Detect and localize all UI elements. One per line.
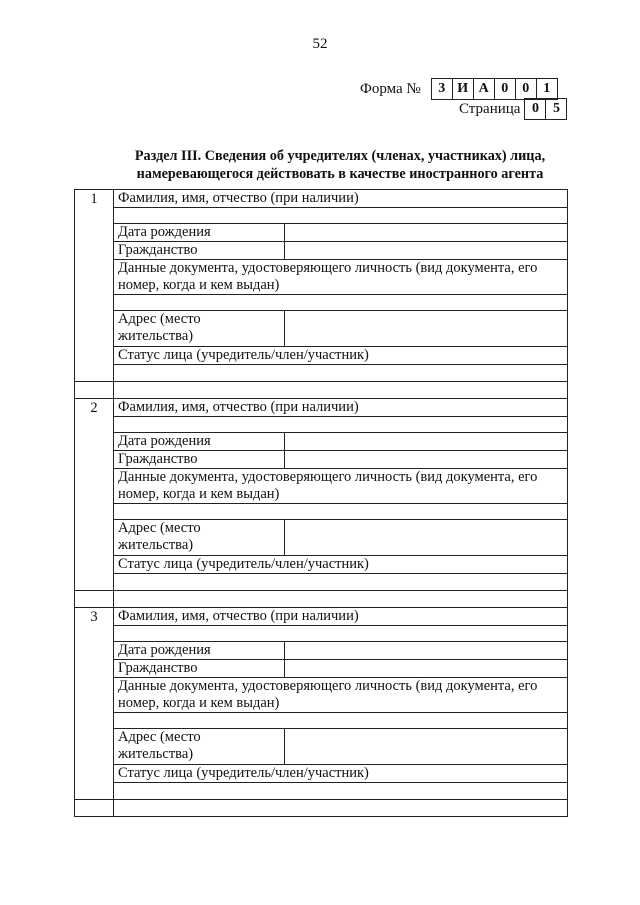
birth-date-field[interactable] [285,642,567,659]
section-title [60,147,620,183]
id-document-label [114,678,567,713]
citizenship-field[interactable] [285,242,567,259]
id-document-label [114,469,567,504]
spacer-number-cell [75,382,114,398]
section-title-line: Раздел III. Сведения об учредителях (членах, участниках) лица, [134,148,546,164]
id-document-label-line: Данные документа, удостоверяющего личность (вид документа, его [118,260,538,276]
address-label-line: жительства) [118,328,194,344]
founder-number: 1 [75,190,114,381]
name-label: Фамилия, имя, отчество (при наличии) [114,608,567,626]
sheet-number [459,98,567,120]
status-field[interactable] [114,783,567,799]
sheet-code-cell: 0 [524,98,546,120]
citizenship-label: Гражданство [114,242,285,259]
form-code-cell: 0 [515,78,537,100]
name-field[interactable] [114,208,567,224]
form-code-cell: 1 [536,78,558,100]
address-field[interactable] [285,729,567,764]
sheet-code-cell: 5 [545,98,567,120]
id-document-label-line: номер, когда и кем выдан) [118,486,280,502]
birth-date-label: Дата рождения [114,224,285,241]
spacer-row [114,800,567,816]
name-field[interactable] [114,626,567,642]
birth-date-label: Дата рождения [114,642,285,659]
birth-date-label: Дата рождения [114,433,285,450]
form-code-cell: А [473,78,495,100]
form-number-label: Форма № [360,80,421,97]
spacer-number-cell [75,800,114,816]
address-label-line: Адрес (место [118,311,201,327]
form-code-cell: И [452,78,474,100]
citizenship-field[interactable] [285,660,567,677]
id-document-label-line: Данные документа, удостоверяющего личность (вид документа, его [118,469,538,485]
citizenship-field[interactable] [285,451,567,468]
founder-number: 2 [75,399,114,590]
citizenship-label: Гражданство [114,660,285,677]
name-label: Фамилия, имя, отчество (при наличии) [114,399,567,417]
citizenship-label: Гражданство [114,451,285,468]
block-spacer [74,382,568,399]
id-document-label-line: номер, когда и кем выдан) [118,277,280,293]
address-field[interactable] [285,311,567,346]
id-document-field[interactable] [114,713,567,729]
page-number: 52 [312,36,328,52]
form-code-cell: 3 [431,78,453,100]
id-document-label-line: Данные документа, удостоверяющего личность (вид документа, его [118,678,538,694]
spacer-number-cell [75,591,114,607]
spacer-row [114,591,567,607]
id-document-label [114,260,567,295]
address-label-line: жительства) [118,746,194,762]
form-code-cell: 0 [494,78,516,100]
name-field[interactable] [114,417,567,433]
founders-table [74,189,568,817]
address-field[interactable] [285,520,567,555]
spacer-row [114,382,567,398]
founder-block [74,608,568,800]
id-document-label-line: номер, когда и кем выдан) [118,695,280,711]
name-label: Фамилия, имя, отчество (при наличии) [114,190,567,208]
birth-date-field[interactable] [285,224,567,241]
status-field[interactable] [114,574,567,590]
founder-number: 3 [75,608,114,799]
status-label: Статус лица (учредитель/член/участник) [114,765,567,783]
address-label-line: Адрес (место [118,520,201,536]
id-document-field[interactable] [114,295,567,311]
address-label [114,520,285,555]
address-label-line: Адрес (место [118,729,201,745]
status-label: Статус лица (учредитель/член/участник) [114,347,567,365]
sheet-label: Страница [459,100,521,117]
founder-block [74,189,568,382]
address-label [114,311,285,346]
address-label-line: жительства) [118,537,194,553]
birth-date-field[interactable] [285,433,567,450]
founder-block [74,399,568,591]
form-number [360,78,558,100]
address-label [114,729,285,764]
section-title-line: намеревающегося действовать в качестве иностранного агента [136,166,544,182]
status-field[interactable] [114,365,567,381]
block-spacer [74,591,568,608]
block-spacer [74,800,568,817]
id-document-field[interactable] [114,504,567,520]
status-label: Статус лица (учредитель/член/участник) [114,556,567,574]
